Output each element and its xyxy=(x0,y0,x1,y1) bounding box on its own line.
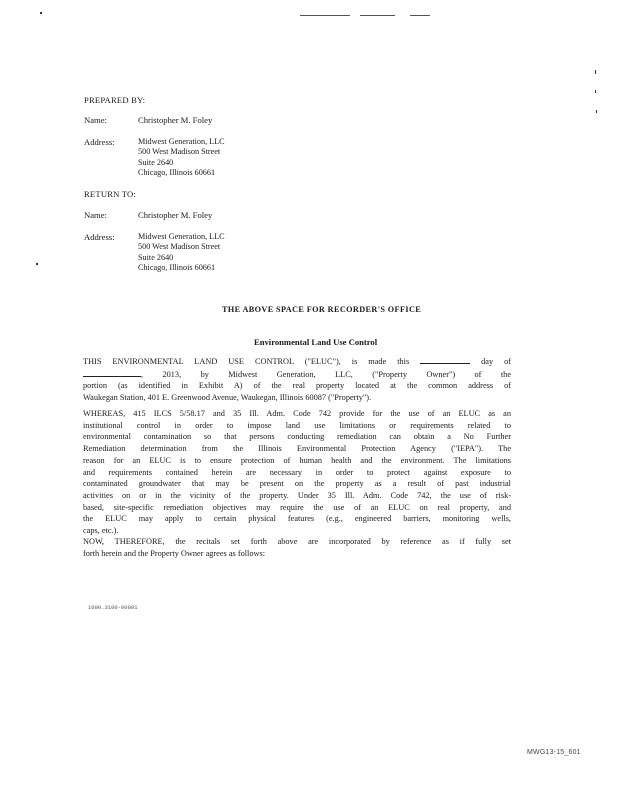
prepared-by-address xyxy=(138,137,225,178)
address-line: Midwest Generation, LLC xyxy=(138,232,225,241)
scan-speck xyxy=(40,12,42,14)
bates-number: MWG13-15_601 xyxy=(527,749,581,756)
return-to-name-value: Christopher M. Foley xyxy=(138,210,213,220)
scan-speck xyxy=(595,70,596,74)
scan-line xyxy=(410,15,430,16)
scan-line xyxy=(300,15,350,16)
intro-line-2-text: , 2013, by Midwest Generation, LLC, ("Property Owner") of the xyxy=(141,369,511,379)
intro-line-3: portion (as identified in Exhibit A) of the real property located at the common address of xyxy=(83,381,511,391)
whereas-line: Remediation determination from the Illinois Environmental Protection Agency ("IEPA"). The xyxy=(83,444,511,454)
whereas-line: caps, etc.). xyxy=(83,526,119,536)
address-line: Midwest Generation, LLC xyxy=(138,137,225,146)
intro-line-4: Waukegan Station, 401 E. Greenwood Avenue, Waukegan, Illinois 60087 ("Property"). xyxy=(83,393,372,403)
intro-line-1 xyxy=(83,355,511,368)
scan-line xyxy=(360,15,395,16)
whereas-line: and requirements contained herein are necessary in order to protect against exposure to xyxy=(83,467,511,477)
whereas-line: reason for an ELUC is to ensure protection of human health and the environment. The limitations xyxy=(83,455,511,465)
scan-speck xyxy=(595,90,596,93)
month-blank xyxy=(83,368,141,377)
address-line: Chicago, Illinois 60661 xyxy=(138,262,216,272)
intro-line-1-start: THIS ENVIRONMENTAL LAND USE CONTROL ("ELUC"), is made this xyxy=(83,357,410,366)
return-to-name-label: Name: xyxy=(84,210,107,220)
now-therefore-line: forth herein and the Property Owner agrees as follows: xyxy=(83,548,266,558)
intro-line-2 xyxy=(83,368,511,381)
document-id: 1000.3100-00001 xyxy=(88,604,138,611)
return-to-address xyxy=(138,232,225,273)
address-line: 500 West Madison Street xyxy=(138,242,221,252)
whereas-line: environmental contamination so that persons conducting remediation can obtain a No Further xyxy=(83,432,511,442)
day-blank xyxy=(420,355,470,364)
address-line: Suite 2640 xyxy=(138,157,174,167)
return-to-address-label: Address: xyxy=(84,232,115,242)
whereas-line: WHEREAS, 415 ILCS 5/58.17 and 35 Ill. Adm. Code 742 provide for the use of an ELUC as an xyxy=(83,409,511,418)
prepared-by-heading: PREPARED BY: xyxy=(84,95,146,105)
document-title: Environmental Land Use Control xyxy=(254,337,378,347)
intro-paragraph xyxy=(83,355,511,404)
return-to-heading: RETURN TO: xyxy=(84,189,137,199)
address-line: Suite 2640 xyxy=(138,252,174,262)
scan-speck xyxy=(36,263,38,265)
whereas-line: institutional control in order to impose land use limitations or requirements related to xyxy=(83,420,511,430)
whereas-line: based, site-specific remediation objectives may require the use of an ELUC on real property, and xyxy=(83,502,511,512)
address-line: 500 West Madison Street xyxy=(138,147,221,157)
prepared-by-name-label: Name: xyxy=(84,115,107,125)
whereas-paragraph xyxy=(83,408,511,537)
now-therefore-line: NOW, THEREFORE, the recitals set forth above are incorporated by reference as if fully set xyxy=(83,537,511,546)
whereas-line: the ELUC may apply to certain physical features (e.g., engineered barriers, monitoring wells, xyxy=(83,514,511,524)
whereas-line: activities on or in the vicinity of the property. Under 35 Ill. Adm. Code 742, the use of risk- xyxy=(83,490,511,500)
now-therefore-paragraph xyxy=(83,536,511,559)
whereas-line: contaminated groundwater that may be present on the property as a result of past industrial xyxy=(83,479,511,489)
recorder-notice: THE ABOVE SPACE FOR RECORDER'S OFFICE xyxy=(222,305,422,314)
intro-line-1-end: day of xyxy=(481,357,511,366)
scan-speck xyxy=(596,110,597,113)
prepared-by-name-value: Christopher M. Foley xyxy=(138,115,213,125)
prepared-by-address-label: Address: xyxy=(84,137,115,147)
address-line: Chicago, Illinois 60661 xyxy=(138,167,216,177)
